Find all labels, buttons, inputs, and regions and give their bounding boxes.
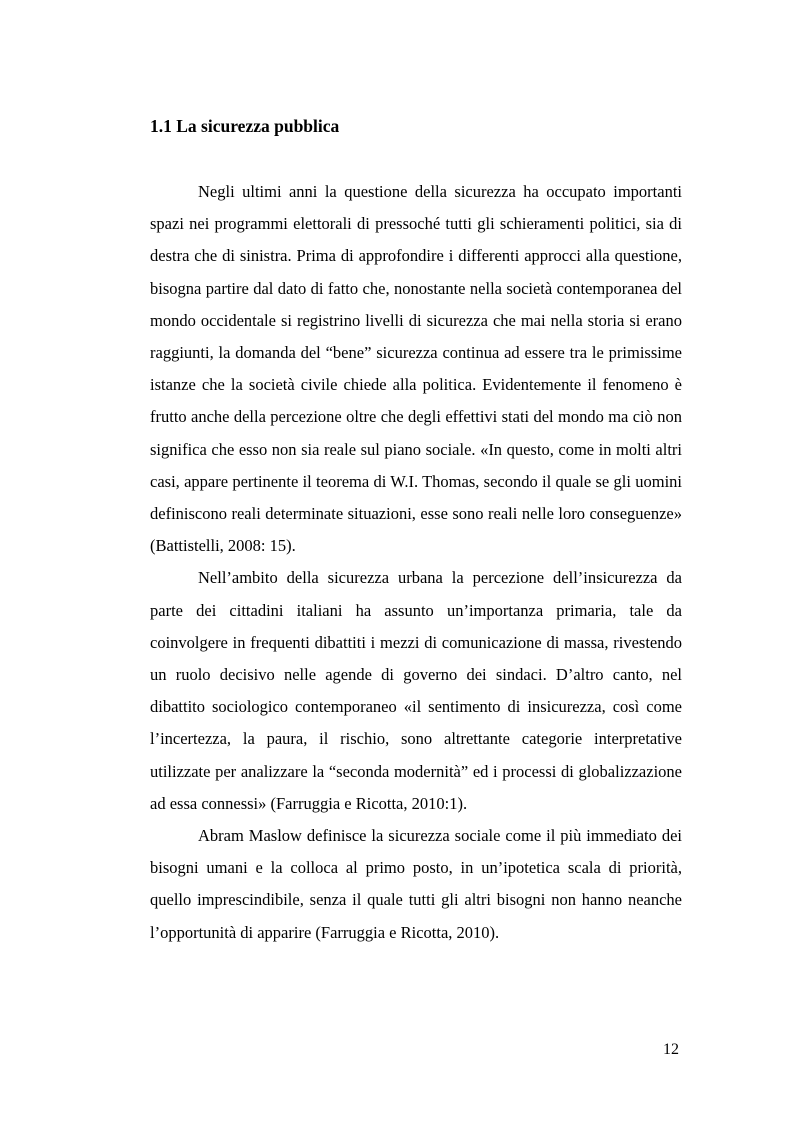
section-heading: 1.1 La sicurezza pubblica bbox=[150, 116, 340, 136]
paragraph: Negli ultimi anni la questione della sicurezza ha occupato importanti spazi nei programmi elettorali di pressoché tutti gli schieramenti politici, sia di destra che di sinistra. Prima di approfondire i differenti approcci alla questione, bisogna partire dal dato di fatto che, nonostante nella società contemporanea del mondo occidentale si registrino livelli di sicurezza che mai nella storia si erano raggiunti, la domanda del “bene” sicurezza continua ad essere tra le primissime istanze che la società civile chiede alla politica. Evidentemente il fenomeno è frutto anche della percezione oltre che degli effettivi stati del mondo ma ciò non significa che esso non sia reale sul piano sociale. «In questo, come in molti altri casi, appare pertinente il teorema di W.I. Thomas, secondo il quale se gli uomini definiscono reali determinate situazioni, esse sono reali nelle loro conseguenze» (Battistelli, 2008: 15). bbox=[150, 182, 682, 556]
paragraph: Abram Maslow definisce la sicurezza sociale come il più immediato dei bisogni umani e la colloca al primo posto, in un’ipotetica scala di priorità, quello imprescindibile, senza il quale tutti gli altri bisogni non hanno neanche l’opportunità di apparire (Farruggia e Ricotta, 2010). bbox=[150, 826, 682, 942]
paragraph: Nell’ambito della sicurezza urbana la percezione dell’insicurezza da parte dei cittadini italiani ha assunto un’importanza primaria, tale da coinvolgere in frequenti dibattiti i mezzi di comunicazione di massa, rivestendo un ruolo decisivo nelle agende di governo dei sindaci. D’altro canto, nel dibattito sociologico contemporaneo «il sentimento di insicurezza, così come l’incertezza, la paura, il rischio, sono altrettante categorie interpretative utilizzate per analizzare la “seconda modernità” ed i processi di globalizzazione ad essa connessi» (Farruggia e Ricotta, 2010:1). bbox=[150, 568, 682, 813]
body-text bbox=[150, 176, 682, 949]
page-number: 12 bbox=[663, 1041, 679, 1058]
